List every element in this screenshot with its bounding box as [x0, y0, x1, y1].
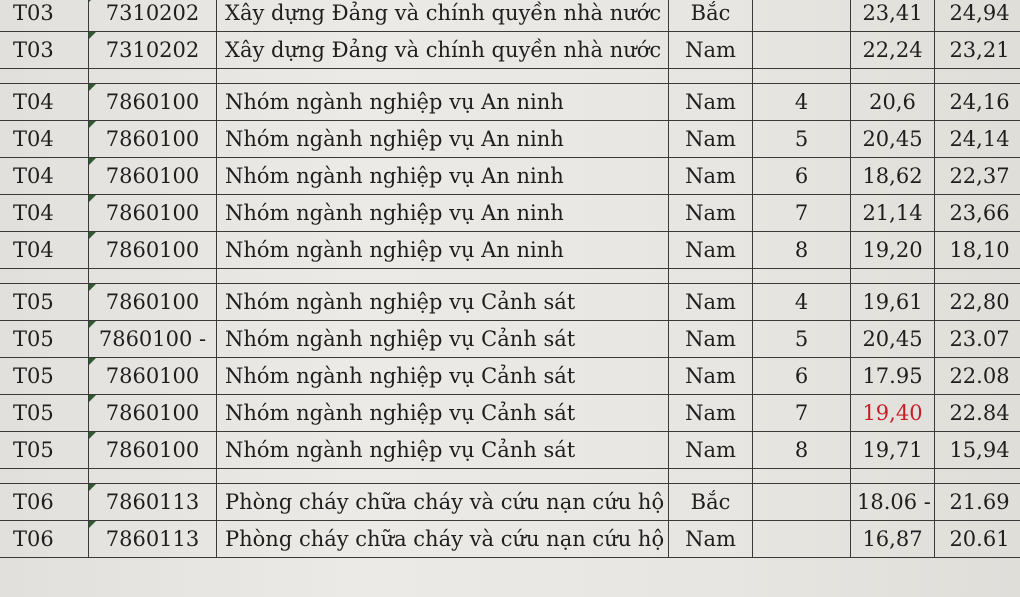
- major-name-cell: Nhóm ngành nghiệp vụ Cảnh sát: [217, 284, 669, 321]
- score-cell: 21.69: [935, 484, 1020, 521]
- major-name-cell: Nhóm ngành nghiệp vụ An ninh: [217, 232, 669, 269]
- separator-row: [0, 269, 1020, 284]
- major-name-cell: Nhóm ngành nghiệp vụ Cảnh sát: [217, 321, 669, 358]
- major-code-cell: 7860100: [89, 232, 217, 269]
- major-name-cell: Nhóm ngành nghiệp vụ An ninh: [217, 195, 669, 232]
- score-cell: 23.07: [935, 321, 1020, 358]
- major-code-cell: 7860100: [89, 358, 217, 395]
- table-row: [0, 432, 1020, 469]
- block-cell: T05: [0, 395, 89, 432]
- major-code-cell: 7860100: [89, 121, 217, 158]
- table-row: [0, 358, 1020, 395]
- zone-cell: 4: [753, 84, 851, 121]
- major-code-cell: 7310202: [89, 0, 217, 32]
- major-code-cell: 7860100 -: [89, 321, 217, 358]
- table-row: [0, 195, 1020, 232]
- score-cell: 19,71: [851, 432, 935, 469]
- major-name-cell: Nhóm ngành nghiệp vụ An ninh: [217, 84, 669, 121]
- major-code-cell: 7860100: [89, 284, 217, 321]
- zone-cell: [753, 484, 851, 521]
- zone-cell: 6: [753, 158, 851, 195]
- score-cell: 15,94: [935, 432, 1020, 469]
- table-row: [0, 321, 1020, 358]
- score-cell: 23,66: [935, 195, 1020, 232]
- table-row: [0, 232, 1020, 269]
- major-code-cell: 7860100: [89, 432, 217, 469]
- score-cell: 18,10: [935, 232, 1020, 269]
- block-cell: T04: [0, 121, 89, 158]
- score-cell: 20.61: [935, 521, 1020, 558]
- table-row: [0, 158, 1020, 195]
- zone-cell: [753, 0, 851, 32]
- highlighted-score-cell: 19,40: [851, 395, 935, 432]
- score-cell: 21,14: [851, 195, 935, 232]
- region-cell: Nam: [669, 32, 753, 69]
- score-cell: 22,24: [851, 32, 935, 69]
- block-cell: T03: [0, 0, 89, 32]
- major-code-cell: 7310202: [89, 32, 217, 69]
- score-cell: 24,14: [935, 121, 1020, 158]
- score-cell: 22.84: [935, 395, 1020, 432]
- major-code-cell: 7860113: [89, 484, 217, 521]
- block-cell: T05: [0, 432, 89, 469]
- major-code-cell: 7860100: [89, 84, 217, 121]
- zone-cell: 8: [753, 232, 851, 269]
- region-cell: Nam: [669, 321, 753, 358]
- block-cell: T04: [0, 84, 89, 121]
- score-cell: 18.06 -: [851, 484, 935, 521]
- score-cell: 18,62: [851, 158, 935, 195]
- score-cell: 22,80: [935, 284, 1020, 321]
- major-code-cell: 7860113: [89, 521, 217, 558]
- score-cell: 23,41: [851, 0, 935, 32]
- major-name-cell: Nhóm ngành nghiệp vụ An ninh: [217, 158, 669, 195]
- table-row: [0, 0, 1020, 32]
- block-cell: T05: [0, 284, 89, 321]
- region-cell: Nam: [669, 158, 753, 195]
- zone-cell: 4: [753, 284, 851, 321]
- table-row: [0, 284, 1020, 321]
- zone-cell: 5: [753, 121, 851, 158]
- score-cell: 20,45: [851, 121, 935, 158]
- region-cell: Nam: [669, 521, 753, 558]
- zone-cell: 5: [753, 321, 851, 358]
- table-row: [0, 484, 1020, 521]
- table-row: [0, 395, 1020, 432]
- major-name-cell: Nhóm ngành nghiệp vụ Cảnh sát: [217, 432, 669, 469]
- major-name-cell: Phòng cháy chữa cháy và cứu nạn cứu hộ: [217, 521, 669, 558]
- separator-row: [0, 469, 1020, 484]
- block-cell: T04: [0, 232, 89, 269]
- region-cell: Nam: [669, 284, 753, 321]
- region-cell: Bắc: [669, 0, 753, 32]
- zone-cell: 8: [753, 432, 851, 469]
- block-cell: T04: [0, 195, 89, 232]
- score-cell: 22,37: [935, 158, 1020, 195]
- block-cell: T05: [0, 358, 89, 395]
- zone-cell: 7: [753, 395, 851, 432]
- block-cell: T06: [0, 484, 89, 521]
- major-name-cell: Nhóm ngành nghiệp vụ An ninh: [217, 121, 669, 158]
- zone-cell: [753, 521, 851, 558]
- score-cell: 24,16: [935, 84, 1020, 121]
- score-cell: 16,87: [851, 521, 935, 558]
- major-code-cell: 7860100: [89, 395, 217, 432]
- score-cell: 22.08: [935, 358, 1020, 395]
- major-name-cell: Phòng cháy chữa cháy và cứu nạn cứu hộ: [217, 484, 669, 521]
- block-cell: T03: [0, 32, 89, 69]
- zone-cell: [753, 32, 851, 69]
- table-row: [0, 121, 1020, 158]
- region-cell: Nam: [669, 432, 753, 469]
- zone-cell: 7: [753, 195, 851, 232]
- major-name-cell: Nhóm ngành nghiệp vụ Cảnh sát: [217, 358, 669, 395]
- table-row: [0, 32, 1020, 69]
- score-cell: 20,6: [851, 84, 935, 121]
- region-cell: Nam: [669, 84, 753, 121]
- region-cell: Nam: [669, 395, 753, 432]
- table-row: [0, 521, 1020, 558]
- region-cell: Nam: [669, 232, 753, 269]
- zone-cell: 6: [753, 358, 851, 395]
- score-cell: 19,61: [851, 284, 935, 321]
- block-cell: T04: [0, 158, 89, 195]
- region-cell: Bắc: [669, 484, 753, 521]
- region-cell: Nam: [669, 121, 753, 158]
- score-cell: 23,21: [935, 32, 1020, 69]
- score-cell: 20,45: [851, 321, 935, 358]
- separator-row: [0, 69, 1020, 84]
- region-cell: Nam: [669, 358, 753, 395]
- major-name-cell: Xây dựng Đảng và chính quyền nhà nước: [217, 0, 669, 32]
- major-code-cell: 7860100: [89, 195, 217, 232]
- table-row: [0, 84, 1020, 121]
- block-cell: T06: [0, 521, 89, 558]
- score-cell: 17.95: [851, 358, 935, 395]
- region-cell: Nam: [669, 195, 753, 232]
- score-cell: 19,20: [851, 232, 935, 269]
- block-cell: T05: [0, 321, 89, 358]
- major-name-cell: Nhóm ngành nghiệp vụ Cảnh sát: [217, 395, 669, 432]
- major-code-cell: 7860100: [89, 158, 217, 195]
- major-name-cell: Xây dựng Đảng và chính quyền nhà nước: [217, 32, 669, 69]
- score-cell: 24,94: [935, 0, 1020, 32]
